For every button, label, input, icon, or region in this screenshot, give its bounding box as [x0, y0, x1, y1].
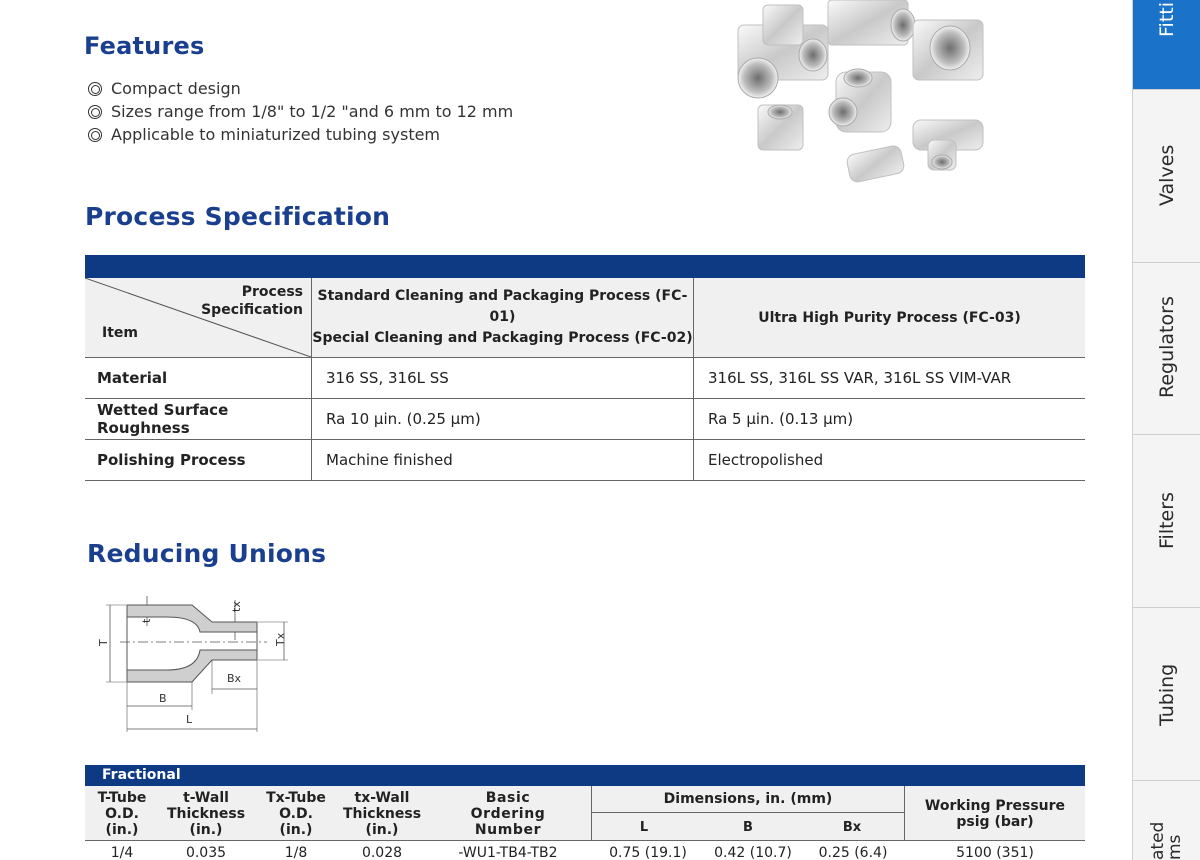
tab-valves[interactable]: Valves: [1133, 90, 1200, 263]
header-dimensions: Dimensions, in. (mm): [592, 786, 904, 813]
corner-label-item: Item: [102, 325, 138, 341]
header-dim-B: B: [743, 819, 753, 835]
header-dim-L: L: [639, 819, 649, 835]
table-header-row: [85, 278, 1085, 358]
double-circle-bullet-icon: [88, 82, 102, 96]
header-ordering-number: Basic Ordering Number: [470, 789, 546, 838]
uhp-process-header: Ultra High Purity Process (FC-03): [758, 309, 1021, 326]
tab-filters[interactable]: Filters: [1133, 435, 1200, 608]
fractional-table: [85, 765, 1085, 860]
dim-label-t: t: [140, 618, 153, 623]
category-side-tabs: [1132, 0, 1200, 860]
dim-label-B: B: [159, 692, 167, 705]
table-row: Wetted Surface Roughness Ra 10 µin. (0.25 µm) Ra 5 µin. (0.13 µm): [85, 399, 1085, 440]
double-circle-bullet-icon: [88, 105, 102, 119]
double-circle-bullet-icon: [88, 128, 102, 142]
tab-fittings[interactable]: Fitti: [1133, 0, 1200, 90]
table-header-bar: [85, 255, 1085, 278]
corner-label-process: Process Specification: [201, 284, 303, 318]
table-row: Polishing Process Machine finished Electropolished: [85, 440, 1085, 481]
header-dim-Bx: Bx: [842, 819, 862, 835]
dim-label-Bx: Bx: [227, 672, 242, 685]
process-specification-heading: Process Specification: [85, 202, 391, 231]
corner-header-cell: [85, 278, 312, 357]
fractional-header-row: [85, 786, 1085, 841]
header-working-pressure: Working Pressure psig (bar): [924, 797, 1066, 830]
features-list: [88, 77, 513, 146]
tab-integrated-systems[interactable]: ated ms: [1148, 821, 1185, 860]
table-row: 1/4 0.035 1/8 0.028 -WU1-TB4-TB2 0.75 (19.1) 0.42 (10.7) 0.25 (6.4) 5100 (351): [110, 845, 1034, 860]
header-tx-tube: Tx-Tube O.D. (in.): [266, 789, 326, 838]
fractional-bar: Fractional: [85, 765, 1085, 786]
dim-label-Tx: Tx: [274, 632, 287, 646]
tab-regulators[interactable]: Regulators: [1133, 263, 1200, 435]
feature-item: Compact design: [88, 77, 513, 100]
table-row: Material 316 SS, 316L SS 316L SS, 316L SS VAR, 316L SS VIM-VAR: [85, 358, 1085, 399]
process-specification-table: [85, 255, 1085, 481]
reducing-union-diagram: [92, 592, 302, 737]
tab-tubing[interactable]: Tubing: [1133, 608, 1200, 781]
dim-label-L: L: [186, 713, 193, 726]
header-dimensions-group: [591, 786, 905, 841]
header-t-wall: t-Wall Thickness (in.): [166, 789, 246, 838]
dim-label-tx: tx: [230, 601, 243, 612]
feature-item: Sizes range from 1/8" to 1/2 "and 6 mm to 12 mm: [88, 100, 513, 123]
header-tx-wall: tx-Wall Thickness (in.): [342, 789, 422, 838]
feature-item: Applicable to miniaturized tubing system: [88, 123, 513, 146]
standard-process-header: Standard Cleaning and Packaging Process (FC-01) Special Cleaning and Packaging Process (FC-02): [312, 278, 694, 357]
reducing-unions-heading: Reducing Unions: [87, 539, 327, 568]
header-t-tube: T-Tube O.D. (in.): [97, 789, 147, 838]
fittings-product-photo: [718, 0, 998, 195]
features-heading: Features: [84, 32, 205, 60]
dim-label-T: T: [97, 639, 110, 646]
